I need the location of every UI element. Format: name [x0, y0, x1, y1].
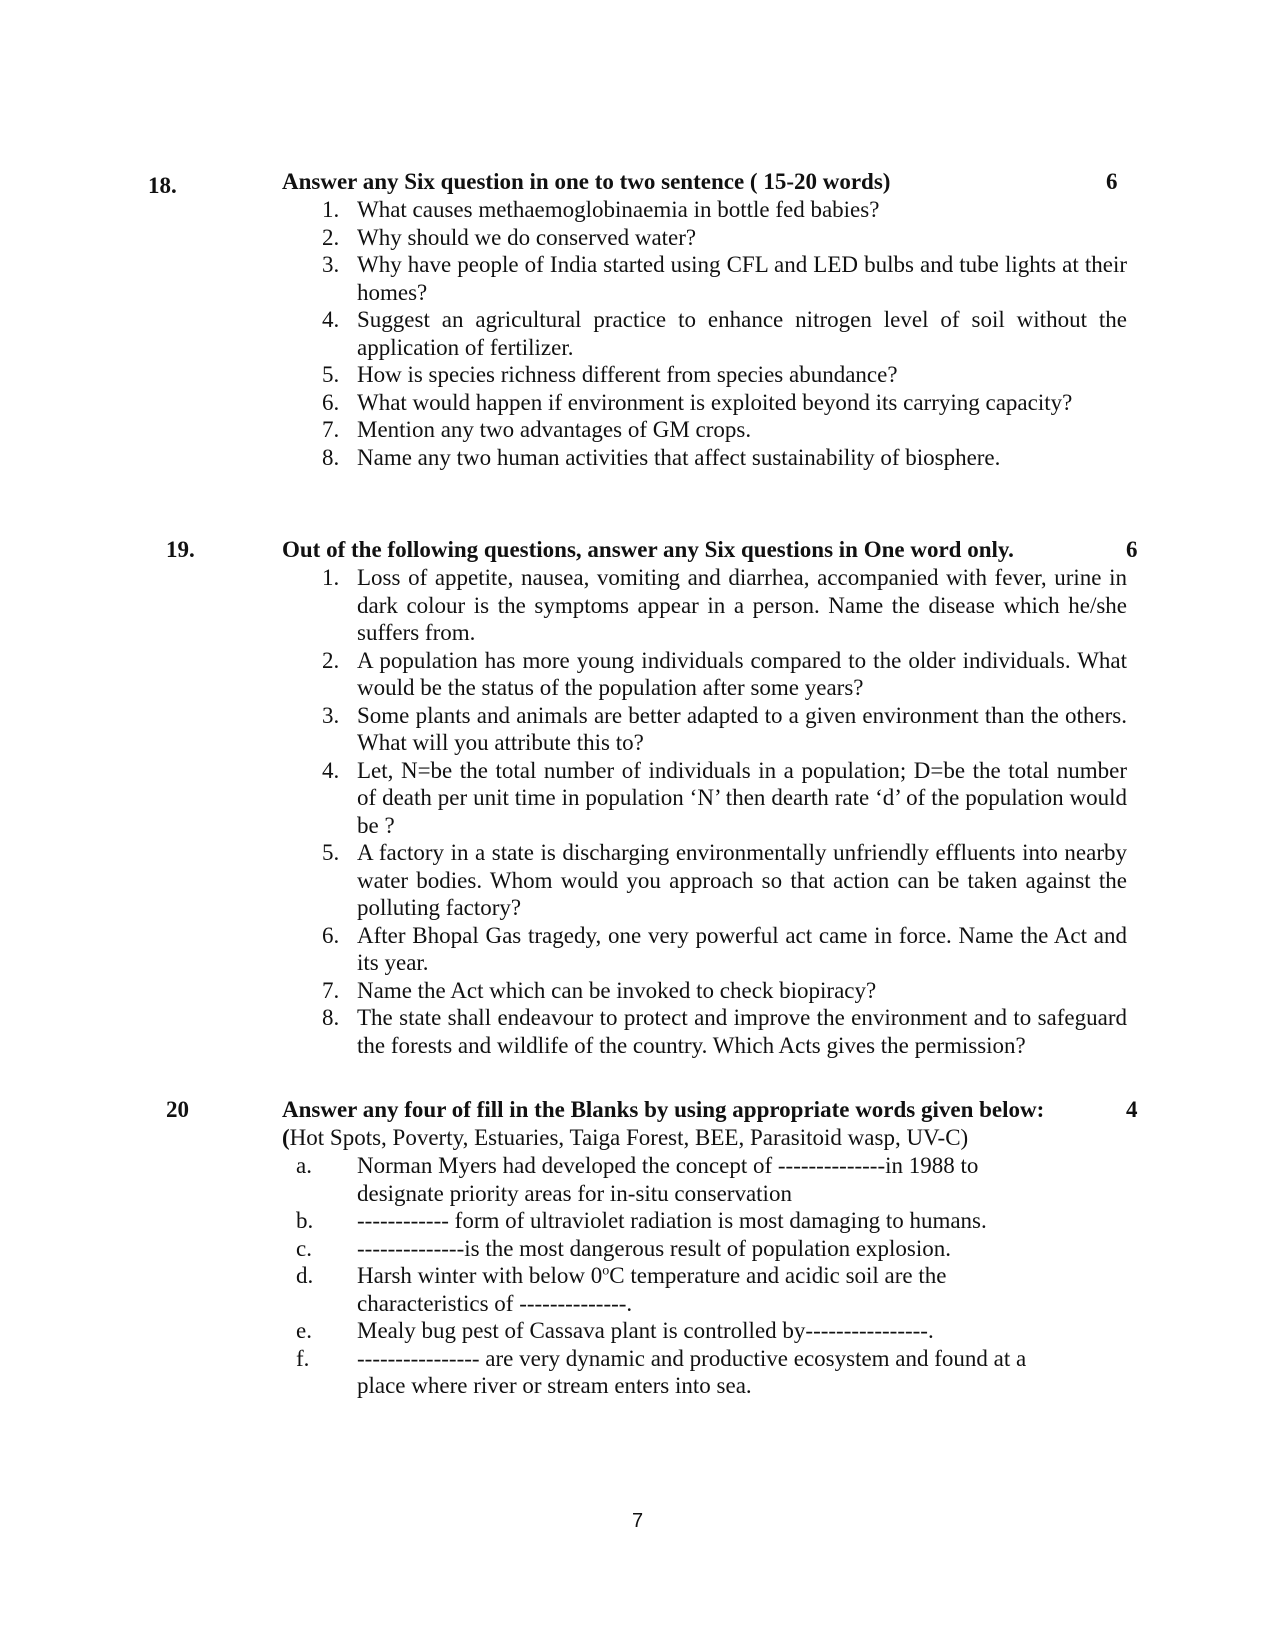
question-list: [282, 196, 1127, 471]
question-number: 19.: [166, 537, 195, 562]
list-item: 6. After Bhopal Gas tragedy, one very powerful act came in force. Name the Act and its year.: [322, 922, 1127, 975]
list-item: a. Norman Myers had developed the concept of --------------in 1988 to designate priority areas for in-situ conservation: [296, 1153, 979, 1206]
question-number: 20: [166, 1097, 189, 1122]
list-item: 6. What would happen if environment is exploited beyond its carrying capacity?: [322, 389, 1073, 415]
marks: 4: [1126, 1097, 1138, 1122]
list-item: 7. Mention any two advantages of GM crops.: [322, 417, 752, 442]
list-item: f. ---------------- are very dynamic and productive ecosystem and found at a place where river or stream enters into sea.: [296, 1345, 1027, 1398]
list-item: 2. Why should we do conserved water?: [322, 224, 697, 250]
list-item: b. ------------ form of ultraviolet radiation is most damaging to humans.: [296, 1208, 987, 1233]
page-number: 7: [631, 1510, 644, 1532]
question-heading: Answer any four of fill in the Blanks by using appropriate words given below:: [282, 1097, 1045, 1122]
list-item: 4. Suggest an agricultural practice to enhance nitrogen level of soil without the application of fertilizer.: [322, 307, 1127, 360]
list-item: c. --------------is the most dangerous result of population explosion.: [296, 1235, 952, 1261]
list-item: 4. Let, N=be the total number of individuals in a population; D=be the total number of death per unit time in population ‘N’ then dearth rate ‘d’ of the population would be ?: [322, 757, 1127, 838]
list-item: 1. Loss of appetite, nausea, vomiting and diarrhea, accompanied with fever, urine in dark colour is the symptoms appear in a person. Name the disease which he/she suffers from.: [322, 565, 1127, 645]
question-heading: Out of the following questions, answer any Six questions in One word only.: [282, 537, 1014, 562]
question-heading: Answer any Six question in one to two sentence ( 15-20 words): [282, 169, 891, 194]
marks: 6: [1126, 537, 1138, 562]
list-item: d. Harsh winter with below 0$^o$C temperature and acidic soil are the characteristics of --------------.: [296, 1263, 947, 1316]
list-item: 8. The state shall endeavour to protect and improve the environment and to safeguard the forests and wildlife of the country. Which Acts gives the permission?: [322, 1005, 1127, 1058]
question-number: 18.: [148, 173, 177, 198]
question-list: [282, 564, 1127, 1059]
list-item: 5. A factory in a state is discharging environmentally unfriendly effluents into nearby water bodies. Whom would you approach so that action can be taken against the polluting factory?: [322, 840, 1127, 920]
list-item: 5. How is species richness different from species abundance?: [322, 362, 898, 387]
list-item: e. Mealy bug pest of Cassava plant is controlled by----------------.: [296, 1318, 934, 1343]
list-item: 3. Some plants and animals are better adapted to a given environment than the others. What will you attribute this to?: [322, 702, 1127, 755]
list-item: 2. A population has more young individuals compared to the older individuals. What would be the status of the population after some years?: [322, 647, 1127, 700]
list-item: 8. Name any two human activities that affect sustainability of biosphere.: [322, 444, 1001, 470]
list-item: 3. Why have people of India started using CFL and LED bulbs and tube lights at their homes?: [322, 252, 1127, 305]
list-item: 7. Name the Act which can be invoked to check biopiracy?: [322, 977, 877, 1003]
word-options: (Hot Spots, Poverty, Estuaries, Taiga Forest, BEE, Parasitoid wasp, UV-C): [282, 1125, 969, 1150]
blank-list: [282, 1152, 1127, 1400]
marks: 6: [1106, 169, 1118, 194]
list-item: 1. What causes methaemoglobinaemia in bottle fed babies?: [322, 197, 880, 222]
